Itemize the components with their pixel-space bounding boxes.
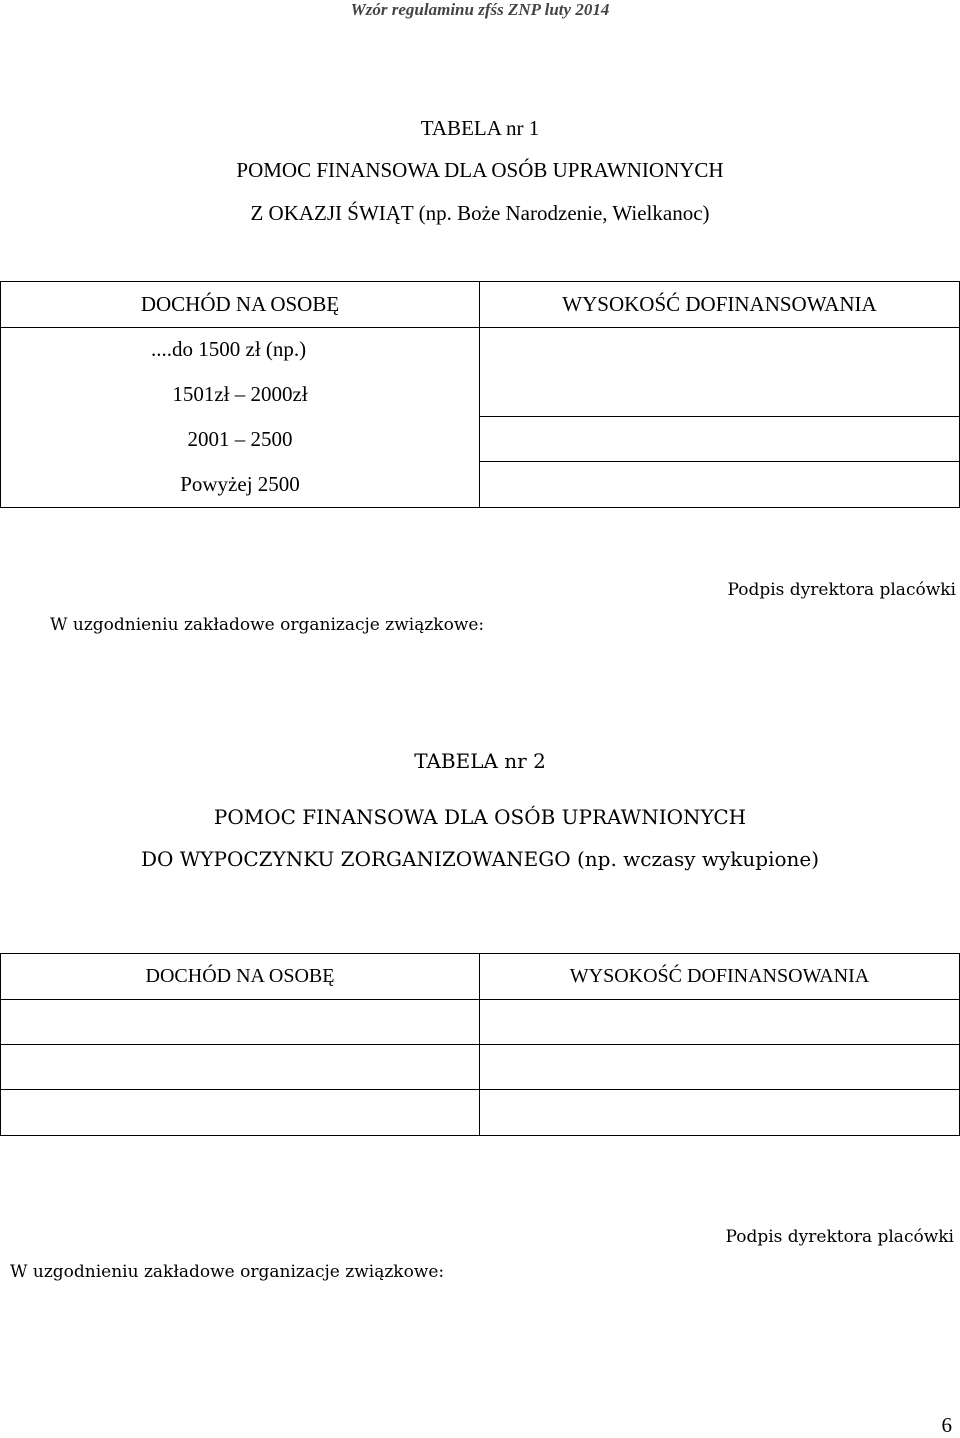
table2-col2-header: WYSOKOŚĆ DOFINANSOWANIA: [480, 954, 960, 1000]
table2-header-row: [1, 954, 960, 1000]
table2: [0, 953, 960, 1136]
table1-amount-cell: [480, 417, 960, 462]
table1-subtitle-1: POMOC FINANSOWA DLA OSÓB UPRAWNIONYCH: [236, 158, 724, 182]
union-approval-label: W uzgodnieniu zakładowe organizacje związkowe:: [50, 615, 485, 635]
table-row: [1, 417, 960, 462]
director-signature-label: Podpis dyrektora placówki: [727, 580, 956, 600]
table2-subtitle-1: POMOC FINANSOWA DLA OSÓB UPRAWNIONYCH: [213, 805, 747, 829]
table1-col1-header: DOCHÓD NA OSOBĘ: [1, 282, 480, 328]
table1-income-cell: Powyżej 2500: [1, 462, 480, 508]
table2-col1-header: DOCHÓD NA OSOBĘ: [1, 954, 480, 1000]
table2-subtitle-2: DO WYPOCZYNKU ZORGANIZOWANEGO (np. wczasy wykupione): [140, 847, 820, 871]
table2-title: TABELA nr 2: [414, 749, 546, 773]
table1-amount-cell: [480, 328, 960, 417]
table1-header-row: [1, 282, 960, 328]
document-header: Wzór regulaminu zfśs ZNP luty 2014: [350, 0, 610, 19]
table-row: [1, 1090, 960, 1136]
table-row: [1, 462, 960, 508]
table2-amount-cell: [480, 1000, 960, 1045]
table2-income-cell: [1, 1045, 480, 1090]
union-approval-label: W uzgodnieniu zakładowe organizacje związkowe:: [10, 1262, 445, 1282]
table1-title: TABELA nr 1: [420, 116, 540, 140]
table-row: [1, 328, 960, 372]
table1-income-cell: 1501zł – 2000zł: [1, 372, 480, 417]
table-row: [1, 1000, 960, 1045]
table1-income-cell: 2001 – 2500: [1, 417, 480, 462]
director-signature-label: Podpis dyrektora placówki: [725, 1227, 954, 1247]
table1-amount-cell: [480, 462, 960, 508]
table-row: [1, 1045, 960, 1090]
table1: [0, 281, 960, 508]
table1-subtitle-2: Z OKAZJI ŚWIĄT (np. Boże Narodzenie, Wielkanoc): [250, 201, 710, 225]
table2-amount-cell: [480, 1045, 960, 1090]
table1-col2-header: WYSOKOŚĆ DOFINANSOWANIA: [480, 282, 960, 328]
table2-amount-cell: [480, 1090, 960, 1136]
table2-income-cell: [1, 1000, 480, 1045]
table2-income-cell: [1, 1090, 480, 1136]
page-number: 6: [941, 1413, 952, 1437]
table1-income-cell: ....do 1500 zł (np.): [1, 328, 480, 372]
